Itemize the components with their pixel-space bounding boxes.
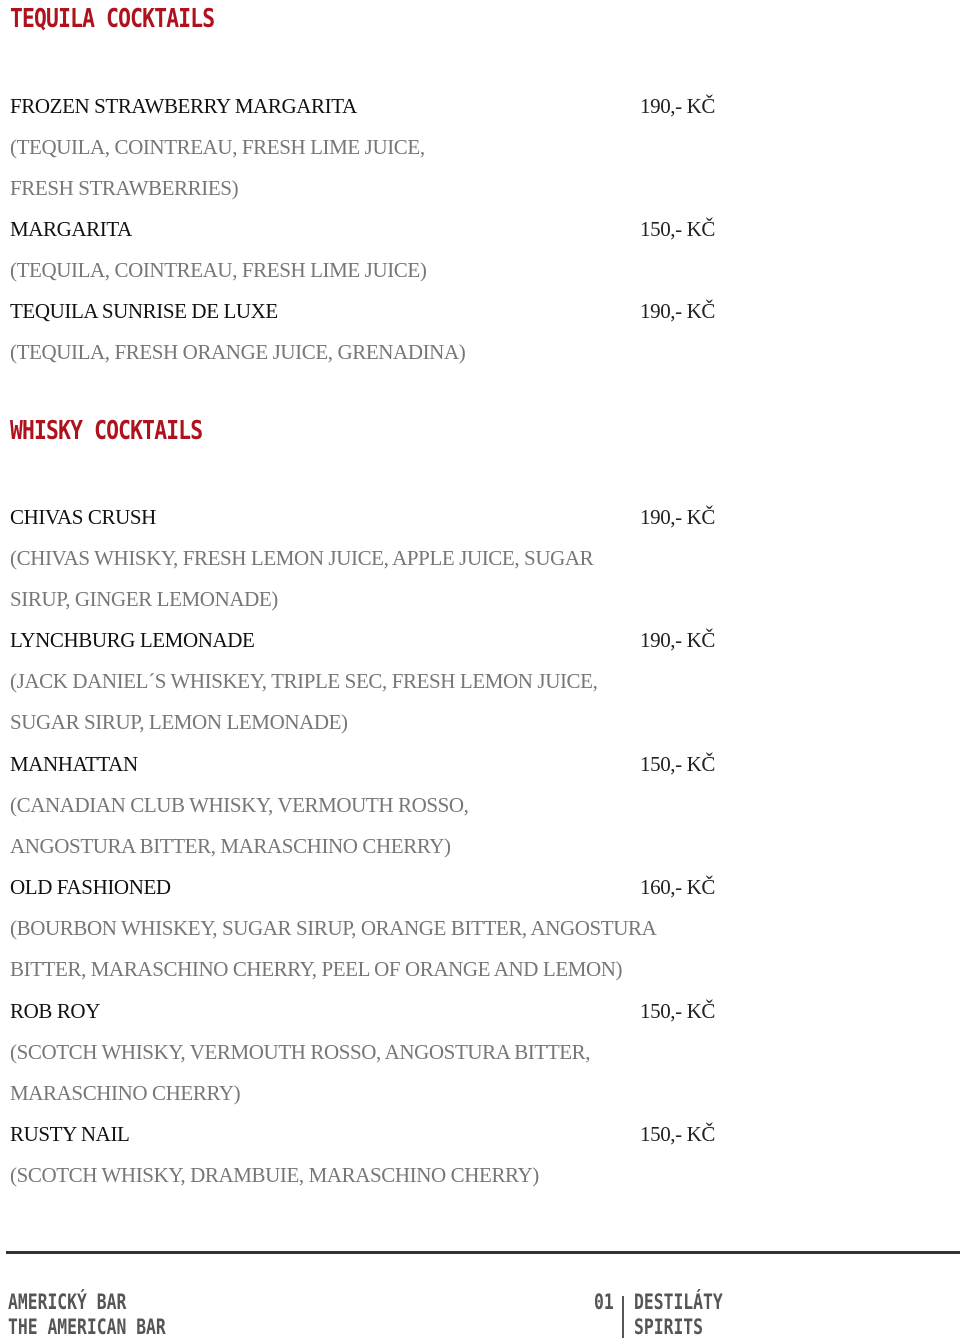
item-price: 190,- KČ: [640, 505, 715, 529]
item-name-lynchburg-lemonade: LYNCHBURG LEMONADE: [10, 628, 255, 652]
section-title-whisky: WHISKY COCKTAILS: [10, 416, 203, 446]
footer-section-czech: DESTILÁTY: [634, 1290, 723, 1314]
item-desc: ANGOSTURA BITTER, MARASCHINO CHERRY): [10, 834, 451, 858]
footer-divider: [6, 1251, 960, 1254]
item-price: 150,- KČ: [640, 1122, 715, 1146]
item-desc: (TEQUILA, COINTREAU, FRESH LIME JUICE,: [10, 135, 425, 159]
item-desc: (SCOTCH WHISKY, VERMOUTH ROSSO, ANGOSTURA BITTER,: [10, 1040, 591, 1064]
item-name-rusty-nail: RUSTY NAIL: [10, 1122, 130, 1146]
item-name-margarita: MARGARITA: [10, 217, 132, 241]
item-desc: (SCOTCH WHISKY, DRAMBUIE, MARASCHINO CHERRY): [10, 1163, 539, 1187]
item-desc: SUGAR SIRUP, LEMON LEMONADE): [10, 710, 348, 734]
item-desc: (BOURBON WHISKEY, SUGAR SIRUP, ORANGE BITTER, ANGOSTURA: [10, 916, 657, 940]
footer-section-english: SPIRITS: [634, 1315, 704, 1339]
item-name-rob-roy: ROB ROY: [10, 999, 100, 1023]
item-desc: (TEQUILA, FRESH ORANGE JUICE, GRENADINA): [10, 340, 466, 364]
section-title-tequila: TEQUILA COCKTAILS: [10, 4, 215, 34]
item-desc: BITTER, MARASCHINO CHERRY, PEEL OF ORANGE AND LEMON): [10, 957, 623, 981]
item-price: 190,- KČ: [640, 299, 715, 323]
item-desc: (CHIVAS WHISKY, FRESH LEMON JUICE, APPLE JUICE, SUGAR: [10, 546, 594, 570]
item-price: 150,- KČ: [640, 217, 715, 241]
footer-brand-english: THE AMERICAN BAR: [8, 1315, 166, 1339]
item-desc: (CANADIAN CLUB WHISKY, VERMOUTH ROSSO,: [10, 793, 469, 817]
item-name-manhattan: MANHATTAN: [10, 752, 138, 776]
item-desc: (TEQUILA, COINTREAU, FRESH LIME JUICE): [10, 258, 427, 282]
item-name-chivas-crush: CHIVAS CRUSH: [10, 505, 156, 529]
item-price: 190,- KČ: [640, 94, 715, 118]
item-name-tequila-sunrise: TEQUILA SUNRISE DE LUXE: [10, 299, 278, 323]
item-price: 160,- KČ: [640, 875, 715, 899]
item-name-frozen-strawberry-margarita: FROZEN STRAWBERRY MARGARITA: [10, 94, 357, 118]
footer-separator: [622, 1296, 624, 1338]
item-price: 190,- KČ: [640, 628, 715, 652]
item-price: 150,- KČ: [640, 999, 715, 1023]
item-name-old-fashioned: OLD FASHIONED: [10, 875, 171, 899]
item-desc: FRESH STRAWBERRIES): [10, 176, 239, 200]
item-desc: MARASCHINO CHERRY): [10, 1081, 241, 1105]
item-price: 150,- KČ: [640, 752, 715, 776]
item-desc: (JACK DANIEL´S WHISKEY, TRIPLE SEC, FRESH LEMON JUICE,: [10, 669, 598, 693]
item-desc: SIRUP, GINGER LEMONADE): [10, 587, 278, 611]
footer-brand-czech: AMERICKÝ BAR: [8, 1290, 127, 1314]
footer-page-number: 01: [594, 1290, 614, 1314]
